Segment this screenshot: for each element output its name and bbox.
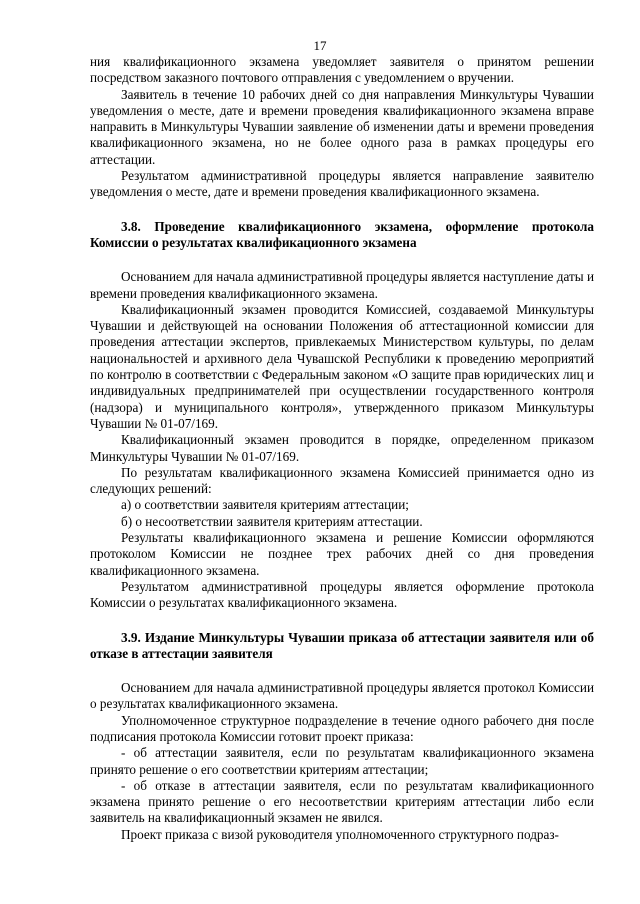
paragraph: Квалификационный экзамен проводится Комиссией, создаваемой Минкультуры Чувашии и действующей на основании Положения об аттестационной комиссии для проведения аттестации экспертов, привлекаемых Министерством культуры, по делам национальностей и архивного дела Чувашской Республики к проведению мероприятий по контролю в соответствии с Федеральным законом «О защите прав юридических лиц и индивидуальных предпринимателей при осуществлении государственного контроля (надзора) и муниципального контроля», утвержденного приказом Минкультуры Чувашии № 01-07/169.	[90, 301, 594, 431]
page-number: 17	[313, 38, 327, 53]
paragraph: Проект приказа с визой руководителя уполномоченного структурного подраз-	[121, 826, 559, 842]
section-heading-3-8: 3.8. Проведение квалификационного экзамена, оформление протокола Комиссии о результатах квалификационного экзамена	[90, 218, 594, 250]
paragraph: По результатам квалификационного экзамена Комиссией принимается одно из следующих решений:	[90, 464, 594, 497]
paragraph: Результаты квалификационного экзамена и решение Комиссии оформляются протоколом Комиссии не позднее трех рабочих дней со дня проведения квалификационного экзамена.	[90, 530, 594, 578]
paragraph: Результатом административной процедуры является оформление протокола Комиссии о результатах квалификационного экзамена.	[90, 578, 594, 611]
list-item: а) о соответствии заявителя критериям аттестации;	[121, 497, 409, 513]
paragraph: Основанием для начала административной процедуры является наступление даты и времени проведения квалификационного экзамена.	[90, 269, 594, 301]
list-item: - об аттестации заявителя, если по результатам квалификационного экзамена принято решение о его соответствии критериям аттестации;	[90, 745, 594, 777]
paragraph: Заявитель в течение 10 рабочих дней со дня направления Минкультуры Чувашии уведомления о месте, дате и времени проведения квалификационного экзамена вправе направить в Минкультуры Чувашии заявление об изменении даты и времени проведения квалификационного экзамена, но не более одного раза в рамках процедуры его аттестации.	[90, 86, 594, 167]
document-body	[90, 54, 594, 843]
paragraph: ния квалификационного экзамена уведомляет заявителя о принятом решении посредством заказного почтового отправления с уведомлением о вручении.	[90, 54, 594, 86]
paragraph: Результатом административной процедуры является направление заявителю уведомления о месте, дате и времени проведения квалификационного экзамена.	[90, 168, 594, 200]
list-item: - об отказе в аттестации заявителя, если по результатам квалификационного экзамена принято решение о его несоответствии критериям аттестации либо если заявитель на квалификационный экзамен не явился.	[90, 777, 594, 826]
paragraph: Основанием для начала административной процедуры является протокол Комиссии о результатах квалификационного экзамена.	[90, 680, 594, 712]
paragraph: Квалификационный экзамен проводится в порядке, определенном приказом Минкультуры Чувашии № 01-07/169.	[90, 432, 594, 464]
section-heading-3-9: 3.9. Издание Минкультуры Чувашии приказа об аттестации заявителя или об отказе в аттестации заявителя	[90, 629, 594, 661]
list-item: б) о несоответствии заявителя критериям аттестации.	[121, 513, 423, 529]
paragraph: Уполномоченное структурное подразделение в течение одного рабочего дня после подписания протокола Комиссии готовит проект приказа:	[90, 712, 594, 744]
